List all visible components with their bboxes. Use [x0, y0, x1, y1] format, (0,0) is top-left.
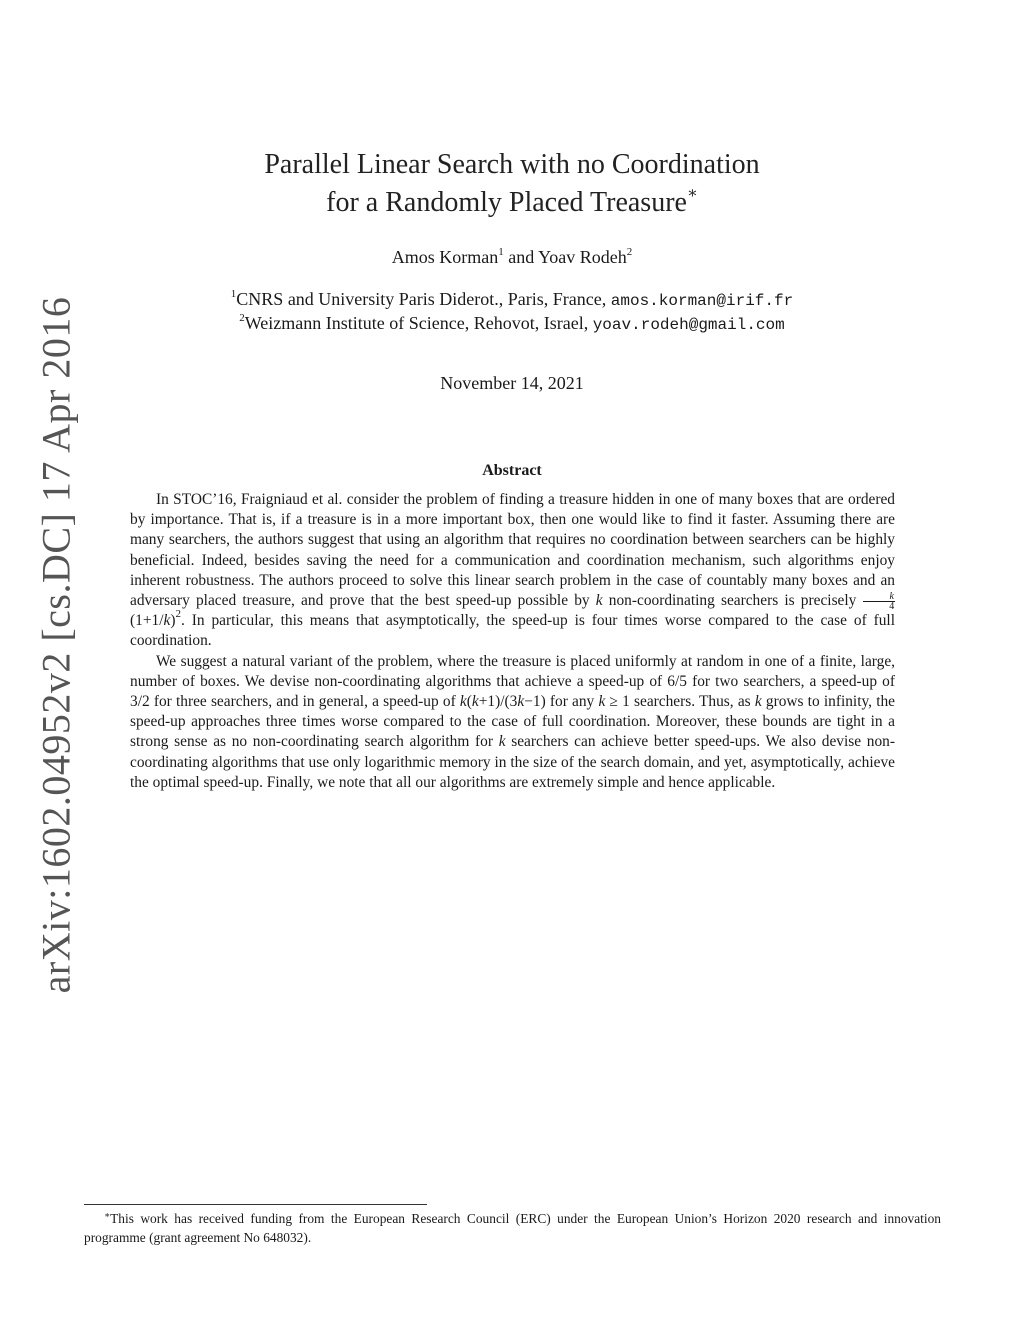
abstract-p2-var-k2: k [754, 693, 762, 711]
affiliation-1-mark: 1 [230, 288, 237, 300]
abstract-p1-var-k: k [595, 592, 603, 610]
footnote [84, 1209, 941, 1247]
author-2-affil-mark: 2 [626, 246, 633, 258]
abstract-p1-formula-var-k: k [163, 612, 171, 630]
affiliation-2-text: Weizmann Institute of Science, Rehovot, Israel, [244, 313, 593, 333]
paper-date: November 14, 2021 [440, 373, 584, 393]
footnote-divider [84, 1204, 427, 1205]
abstract-paragraph-2 [130, 652, 895, 793]
abstract-p2-formula-d: −1) [524, 693, 546, 711]
abstract-p2-text-c: ≥ 1 searchers. Thus, as [605, 693, 755, 711]
author-conjunction: and [503, 247, 539, 267]
fraction-numerator: k [863, 592, 895, 602]
footnote-text: This work has received funding from the European Research Council (ERC) under the European Union’s Horizon 2020 research and innovation programme (grant agreement No 648032). [84, 1211, 941, 1245]
abstract-p1-text-d: . In particular, this means that asymptotically, the speed-up is four times worse compared to the case of full coordination. [130, 612, 895, 650]
author-list [0, 244, 1024, 270]
abstract-paragraph-1 [130, 490, 895, 652]
affiliation-1 [0, 287, 1024, 313]
abstract-p2-text-e: searchers can achieve better speed-ups. We also devise non-coordinating algorithms that use only logarithmic memory in the size of the search domain, and yet, asymptotically, achieve the optimal speed-up. Finally, we note that all our algorithms are extremely simple and hence applicable. [130, 733, 895, 791]
title-line-2-text: for a Randomly Placed Treasure [326, 187, 687, 218]
abstract-p2-formula-var-k2: k [471, 693, 479, 711]
abstract-p1-text-a: In STOC’16, Fraigniaud et al. consider the problem of finding a treasure hidden in one of many boxes that are ordered by importance. That is, if a treasure is in a more important box, then one would like to find it faster. Assuming there are many searchers, the authors suggest that using an algorithm that requires no coordination between searchers can be highly beneficial. Indeed, besides saving the need for a communication and coordination mechanism, such algorithms enjoy inherent robustness. The authors proceed to solve this linear search problem in the case of countably many boxes and an adversary placed treasure, and prove that the best speed-up possible by [130, 491, 895, 610]
footnote-mark: ∗ [104, 1210, 111, 1220]
title-line-2 [0, 184, 1024, 222]
abstract-p1-formula-exponent: 2 [175, 608, 181, 621]
fraction-denominator: 4 [889, 601, 895, 613]
abstract-p2-var-k1: k [598, 693, 606, 711]
abstract-p2-formula-var-k3: k [517, 693, 525, 711]
arxiv-identifier-stamp: arXiv:1602.04952v2 [cs.DC] 17 Apr 2016 [33, 296, 79, 994]
affiliation-2-email[interactable]: yoav.rodeh@gmail.com [592, 316, 785, 334]
author-name-1: Amos Korman [391, 247, 499, 267]
abstract-p1-formula-b: ) [170, 612, 176, 630]
affiliation-2 [0, 311, 1024, 337]
abstract-p1-text-b: non-coordinating searchers is precisely [602, 592, 863, 610]
abstract-p2-var-k3: k [498, 733, 506, 751]
fraction-k-over-4 [863, 592, 895, 611]
affiliation-2-mark: 2 [239, 312, 245, 324]
abstract-p2-formula-c: +1)/(3 [478, 693, 518, 711]
author-1-affil-mark: 1 [498, 246, 504, 258]
affiliation-1-text: CNRS and University Paris Diderot., Paris, France, [236, 289, 611, 309]
abstract-p2-formula-var-k1: k [459, 693, 467, 711]
abstract-body [130, 490, 895, 793]
affiliation-1-email[interactable]: amos.korman@irif.fr [610, 292, 794, 310]
abstract-p2-text-b: for any [545, 693, 599, 711]
abstract-p2-formula-b: ( [466, 693, 472, 711]
paper-title [0, 146, 1024, 222]
title-footnote-mark: ∗ [686, 185, 698, 202]
abstract-heading: Abstract [482, 462, 542, 479]
abstract-p1-formula-a: (1+1/ [130, 612, 164, 630]
abstract-p2-text-a: We suggest a natural variant of the problem, where the treasure is placed uniformly at random in one of a finite, large, number of boxes. We devise non-coordinating algorithms that achieve a speed-up of 6/5 for two searchers, a speed-up of 3/2 for three searchers, and in general, a speed-up of [130, 652, 895, 711]
author-name-2: Yoav Rodeh [538, 247, 627, 267]
title-line-1: Parallel Linear Search with no Coordination [264, 149, 760, 180]
abstract-p2-text-d: grows to infinity, the speed-up approaches three times worse compared to the case of full coordination. Moreover, these bounds are tight in a strong sense as no non-coordinating search algorithm for [130, 693, 896, 751]
